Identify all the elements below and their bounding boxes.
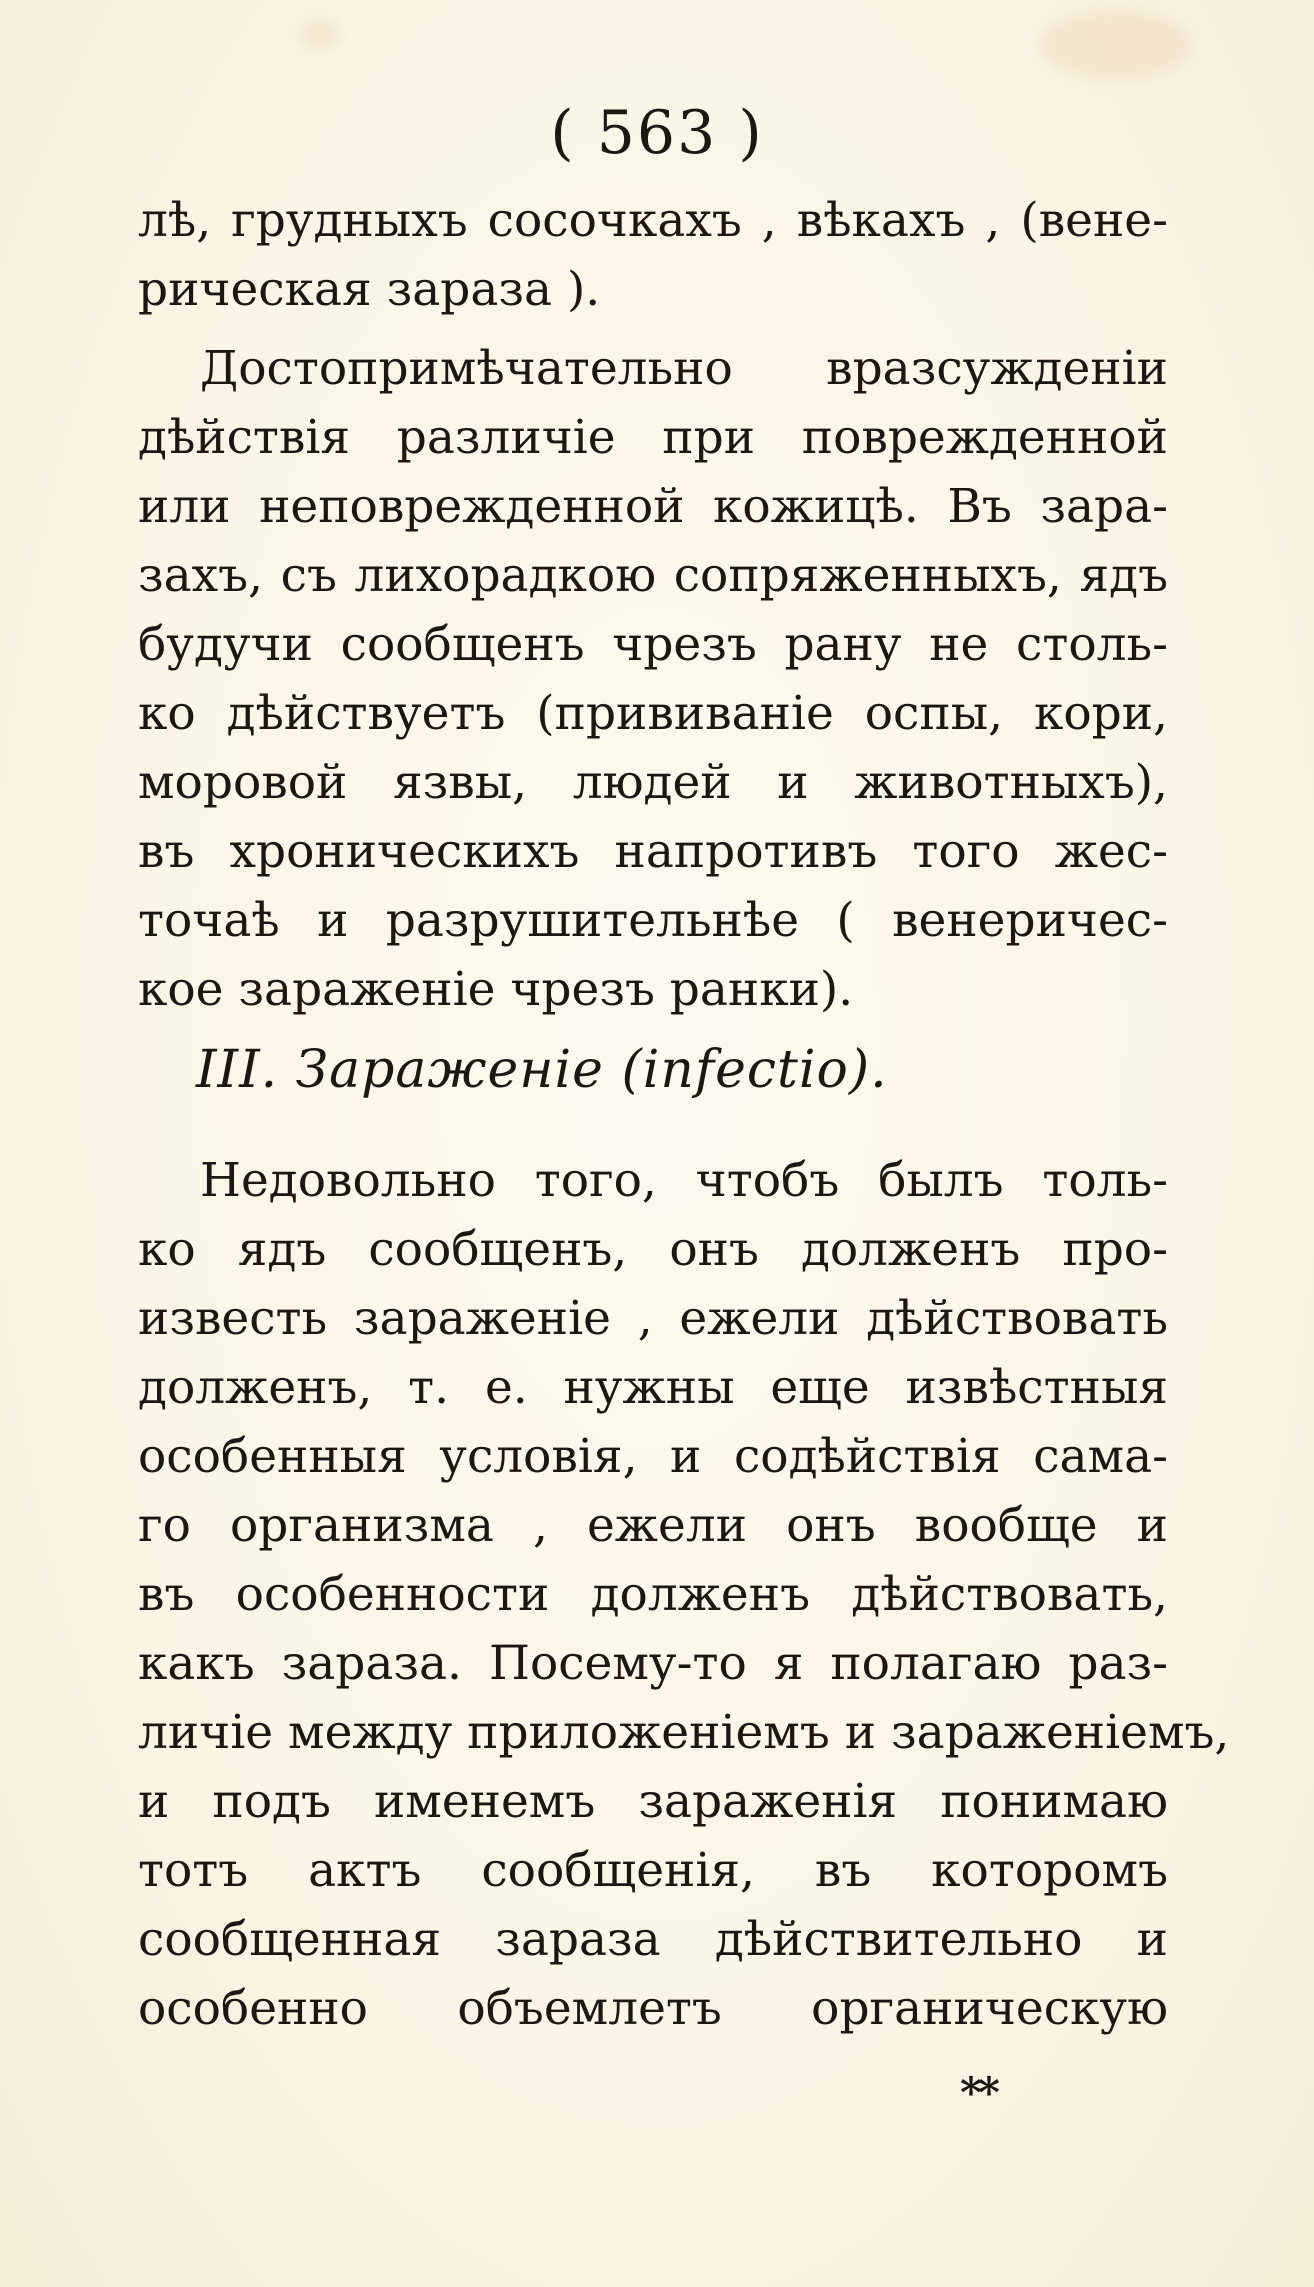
text-line: захъ, съ лихорадкою сопряженныхъ, ядъ [138, 548, 1168, 603]
text-line: ко ядъ сообщенъ, онъ долженъ про- [138, 1222, 1168, 1277]
text-line: личіе между приложеніемъ и зараженіемъ, [138, 1705, 1230, 1760]
paragraph-continuation [138, 186, 1168, 324]
text-line: въ особенности долженъ дѣйствовать, [138, 1567, 1168, 1622]
text-line: особенныя условія, и содѣйствія сама- [138, 1429, 1168, 1484]
text-line: какъ зараза. Посему-то я полагаю раз- [138, 1636, 1168, 1691]
text-line: кое зараженіе чрезъ ранки). [138, 962, 854, 1017]
text-line: лѣ, грудныхъ сосочкахъ , вѣкахъ , (вене- [138, 193, 1168, 248]
text-line: ко дѣйствуетъ (прививаніе оспы, кори, [138, 686, 1168, 741]
text-line: Достопримѣчательно вразсужденіи [200, 341, 1168, 396]
paragraph [138, 1146, 1230, 2043]
text-line: моровой язвы, людей и животныхъ), [138, 755, 1168, 810]
text-line: рическая зараза ). [138, 262, 601, 317]
section-heading: III. Зараженіе (infectio). [196, 1040, 888, 1100]
text-line: сообщенная зараза дѣйствительно и [138, 1912, 1168, 1967]
text-line: или неповрежденной кожицѣ. Въ зара- [138, 479, 1168, 534]
text-line: Недовольно того, чтобъ былъ толь- [200, 1153, 1168, 1208]
text-line: долженъ, т. е. нужны еще извѣстныя [138, 1360, 1168, 1415]
text-line: и подъ именемъ зараженія понимаю [138, 1774, 1168, 1829]
text-line: го организма , ежели онъ вообще и [138, 1498, 1168, 1553]
text-line: точаѣ и разрушительнѣе ( венеричес- [138, 893, 1168, 948]
paragraph [138, 334, 1168, 1024]
text-line: тотъ актъ сообщенія, въ которомъ [138, 1843, 1168, 1898]
text-line: известь зараженіе , ежели дѣйствовать [138, 1291, 1168, 1346]
paper-stain [300, 20, 340, 50]
text-line: особенно объемлетъ органическую [138, 1981, 1168, 2036]
page-number: ( 563 ) [550, 98, 764, 168]
text-line: дѣйствія различіе при поврежденной [138, 410, 1168, 465]
text-line: въ хроническихъ напротивъ того жес- [138, 824, 1168, 879]
catchword-signature: ** [960, 2068, 996, 2117]
text-line: будучи сообщенъ чрезъ рану не столь- [138, 617, 1168, 672]
paper-stain [1040, 10, 1190, 80]
